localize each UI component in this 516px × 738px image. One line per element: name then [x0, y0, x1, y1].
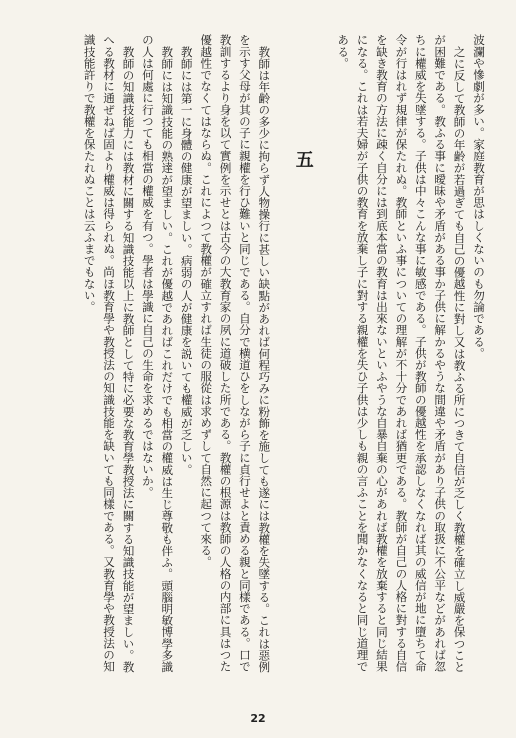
paragraph: 教師には知識技能の熟達が望ましい。これが優越であればこれだけでも相當の權威は生じ尊敬も伴ふ。頭腦明敏博學多識の人は何處に行つても相當の權威を有つ。學者は學識に自己の生命を求めるではないか。: [140, 34, 175, 672]
paragraph: 教師には第一に身體の健康が望ましい。病弱の人が健康を説いても權威が乏しい。: [179, 45, 194, 475]
page-number: 22: [250, 712, 266, 725]
paragraph: 教師の知識技能力には教材に關する知識技能以上に教師として特に必要な教育學教授法に關する知識技能が望ましい。教へる教材に通ぜねば固より權威は得られぬ。尚ほ教育學や教授法の知識技能を缺いても同樣である。又教育學や教授法の知識技能許りで教權を保たれぬことは云ふまでもない。: [82, 34, 136, 672]
paragraph: 之に反して教師の年齢が若過ぎても自己の優越性に對し又は教ふる所につきて自信が乏しく教權を確立し威嚴を保つことが困難である。教ふる事に曖昧や矛盾がある事か子供に解かるやうな間違や矛盾があり子供の取扱に不公平などがあれば忽ちに權威を失墜する。子供は中々こんな事に敏感である。子供が教師の優越性を承認しなくなれば其の威信が地に墮ちて命令が行はれず規律が保たれぬ。教師といふ事についての理解が不十分であれば猶更である。教師が自己の人格に對する自信を缺き教育の方法に疎く自分には到底本當の教育は出來ないといふやうな自暴自棄の心があれば教權を放棄すると同じ結果になる。これは若夫婦が子供の教育を放棄し子に對する親權を失ひ子供は少しも親の言ふことを聞かなくなると同じ道理である。: [336, 34, 467, 672]
paragraph: 教師は年齢の多少に拘らず人物操行に甚しい缺點があれば何程巧みに粉飾を施しても遂には教權を失墜する。これは惡例を示す父母が其の子に親權を行ひ難いと同じである。自分で横道ひをしながら子に貞行せよと責める親と同樣である。口で教訓するより身を以て實例を示せとは古今の大教育家の夙に道破した所である。教權の根源は教師の人格の内部に具はつた優越性でなくてはならぬ。これによつて教權が確立すれば生徒の服從は求めずして自然に起つて來る。: [199, 34, 272, 672]
paragraph: 波瀾や慘劇が多い。家庭教育が思はしくないのも勿論である。: [472, 34, 486, 359]
vertical-text-body: [18, 34, 488, 674]
section-heading: 五: [292, 150, 314, 168]
